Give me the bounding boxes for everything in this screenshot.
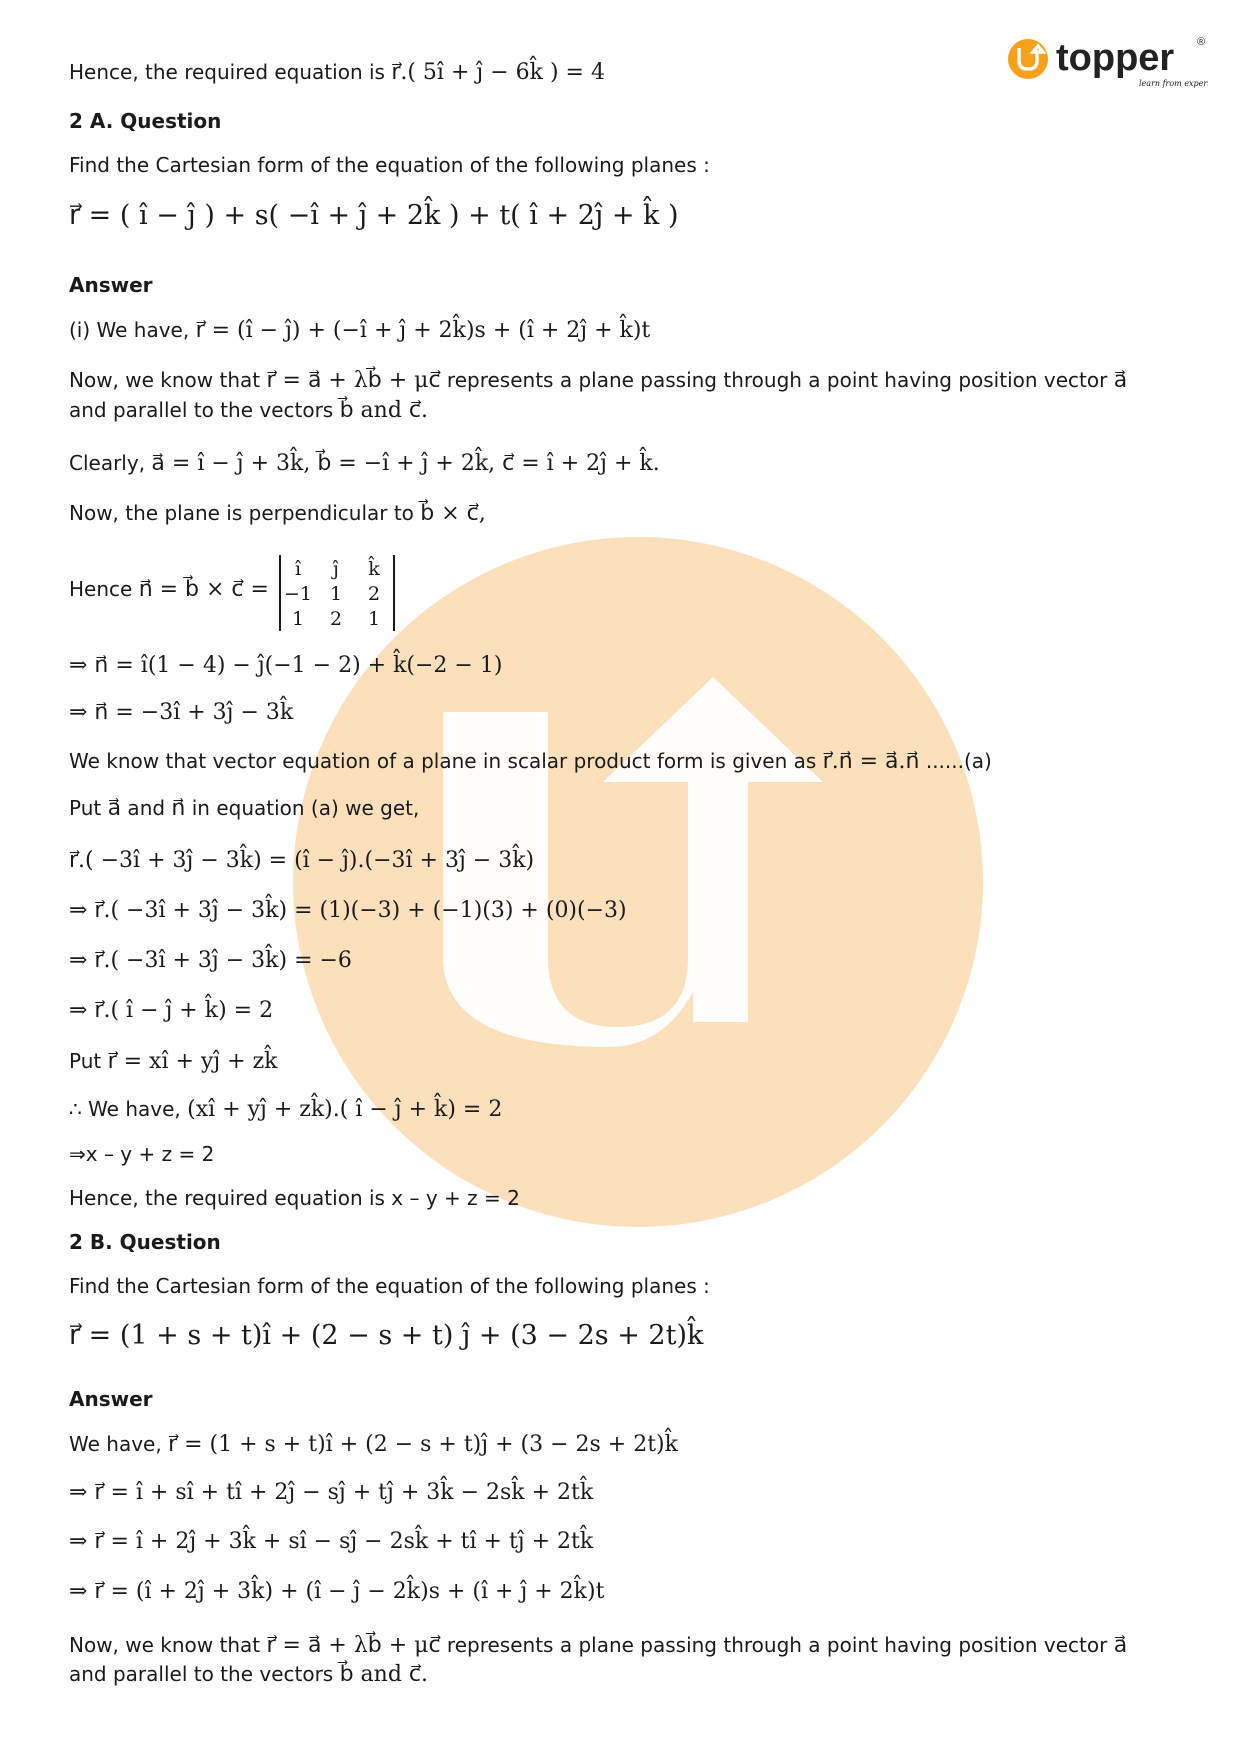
logo-circle-icon bbox=[1008, 39, 1048, 79]
equation-line: ∴ We have, (xî + yĵ + zk̂).( î − ĵ + k̂) = 2 bbox=[69, 1097, 503, 1122]
answer-heading: Answer bbox=[69, 273, 153, 297]
equation-line: Hence, the required equation is r⃗.( 5î + ĵ − 6k̂ ) = 4 bbox=[69, 60, 605, 85]
answer-heading: Answer bbox=[69, 1387, 153, 1411]
svg-text:®: ® bbox=[1197, 36, 1206, 48]
topper-logo bbox=[1008, 32, 1208, 96]
question-equation: r⃗ = (1 + s + t)î + (2 − s + t) ĵ + (3 − 2s + 2t)k̂ bbox=[69, 1320, 704, 1351]
equation-line: Put r⃗ = xî + yĵ + zk̂ bbox=[69, 1049, 278, 1074]
equation-line: ⇒ r⃗.( −3î + 3ĵ − 3k̂) = −6 bbox=[69, 948, 352, 973]
equation-line: We have, r⃗ = (1 + s + t)î + (2 − s + t)ĵ + (3 − 2s + 2t)k̂ bbox=[69, 1432, 678, 1457]
equation-line: ⇒ r⃗.( î − ĵ + k̂) = 2 bbox=[69, 998, 274, 1023]
text-line: Hence, the required equation is x – y + z = 2 bbox=[69, 1186, 520, 1210]
equation-line: Clearly, a⃗ = î − ĵ + 3k̂, b⃗ = −î + ĵ + 2k̂, c⃗ = î + 2ĵ + k̂. bbox=[69, 451, 660, 476]
question-text: Find the Cartesian form of the equation of the following planes : bbox=[69, 153, 710, 177]
text-line: We know that vector equation of a plane in scalar product form is given as r⃗.n⃗ = a⃗.n⃗ ......(a) bbox=[69, 749, 992, 774]
equation-line: ⇒ r⃗ = (î + 2ĵ + 3k̂) + (î − ĵ − 2k̂)s + (î + ĵ + 2k̂)t bbox=[69, 1579, 605, 1604]
determinant-matrix: î ĵ k̂ −1 1 2 1 2 1 bbox=[279, 555, 395, 631]
text-line: and parallel to the vectors b⃗ and c⃗. bbox=[69, 398, 428, 423]
text-line: and parallel to the vectors b⃗ and c⃗. bbox=[69, 1662, 428, 1687]
question-text: Find the Cartesian form of the equation of the following planes : bbox=[69, 1274, 710, 1298]
logo-tagline: learn from experts bbox=[1139, 79, 1208, 88]
text-line: Now, the plane is perpendicular to b⃗ × c⃗, bbox=[69, 501, 486, 526]
equation-line: ⇒ r⃗.( −3î + 3ĵ − 3k̂) = (1)(−3) + (−1)(3) + (0)(−3) bbox=[69, 898, 627, 923]
question-heading: 2 B. Question bbox=[69, 1230, 221, 1254]
watermark-logo bbox=[293, 537, 983, 1227]
equation-line: ⇒ r⃗ = î + 2ĵ + 3k̂ + sî − sĵ − 2sk̂ + tî + tĵ + 2tk̂ bbox=[69, 1529, 594, 1554]
equation-line: (i) We have, r⃗ = (î − ĵ) + (−î + ĵ + 2k̂)s + (î + 2ĵ + k̂)t bbox=[69, 318, 651, 343]
equation-line: ⇒ n⃗ = î(1 − 4) − ĵ(−1 − 2) + k̂(−2 − 1) bbox=[69, 653, 503, 678]
logo-wordmark: topper bbox=[1056, 37, 1175, 79]
text-line: ⇒x – y + z = 2 bbox=[69, 1142, 215, 1166]
question-equation: r⃗ = ( î − ĵ ) + s( −î + ĵ + 2k̂ ) + t( î + 2ĵ + k̂ ) bbox=[69, 200, 679, 231]
equation-line: ⇒ r⃗ = î + sî + tî + 2ĵ − sĵ + tĵ + 3k̂ − 2sk̂ + 2tk̂ bbox=[69, 1480, 594, 1505]
equation-line: ⇒ n⃗ = −3î + 3ĵ − 3k̂ bbox=[69, 700, 294, 725]
text-line: Put a⃗ and n⃗ in equation (a) we get, bbox=[69, 796, 420, 821]
text-line: Now, we know that r⃗ = a⃗ + λb⃗ + μc⃗ represents a plane passing through a point having position vector a⃗ bbox=[69, 1633, 1128, 1658]
text-line: Now, we know that r⃗ = a⃗ + λb⃗ + μc⃗ represents a plane passing through a point having position vector a⃗ bbox=[69, 368, 1128, 393]
question-heading: 2 A. Question bbox=[69, 109, 222, 133]
equation-line: r⃗.( −3î + 3ĵ − 3k̂) = (î − ĵ).(−3î + 3ĵ − 3k̂) bbox=[69, 848, 535, 873]
